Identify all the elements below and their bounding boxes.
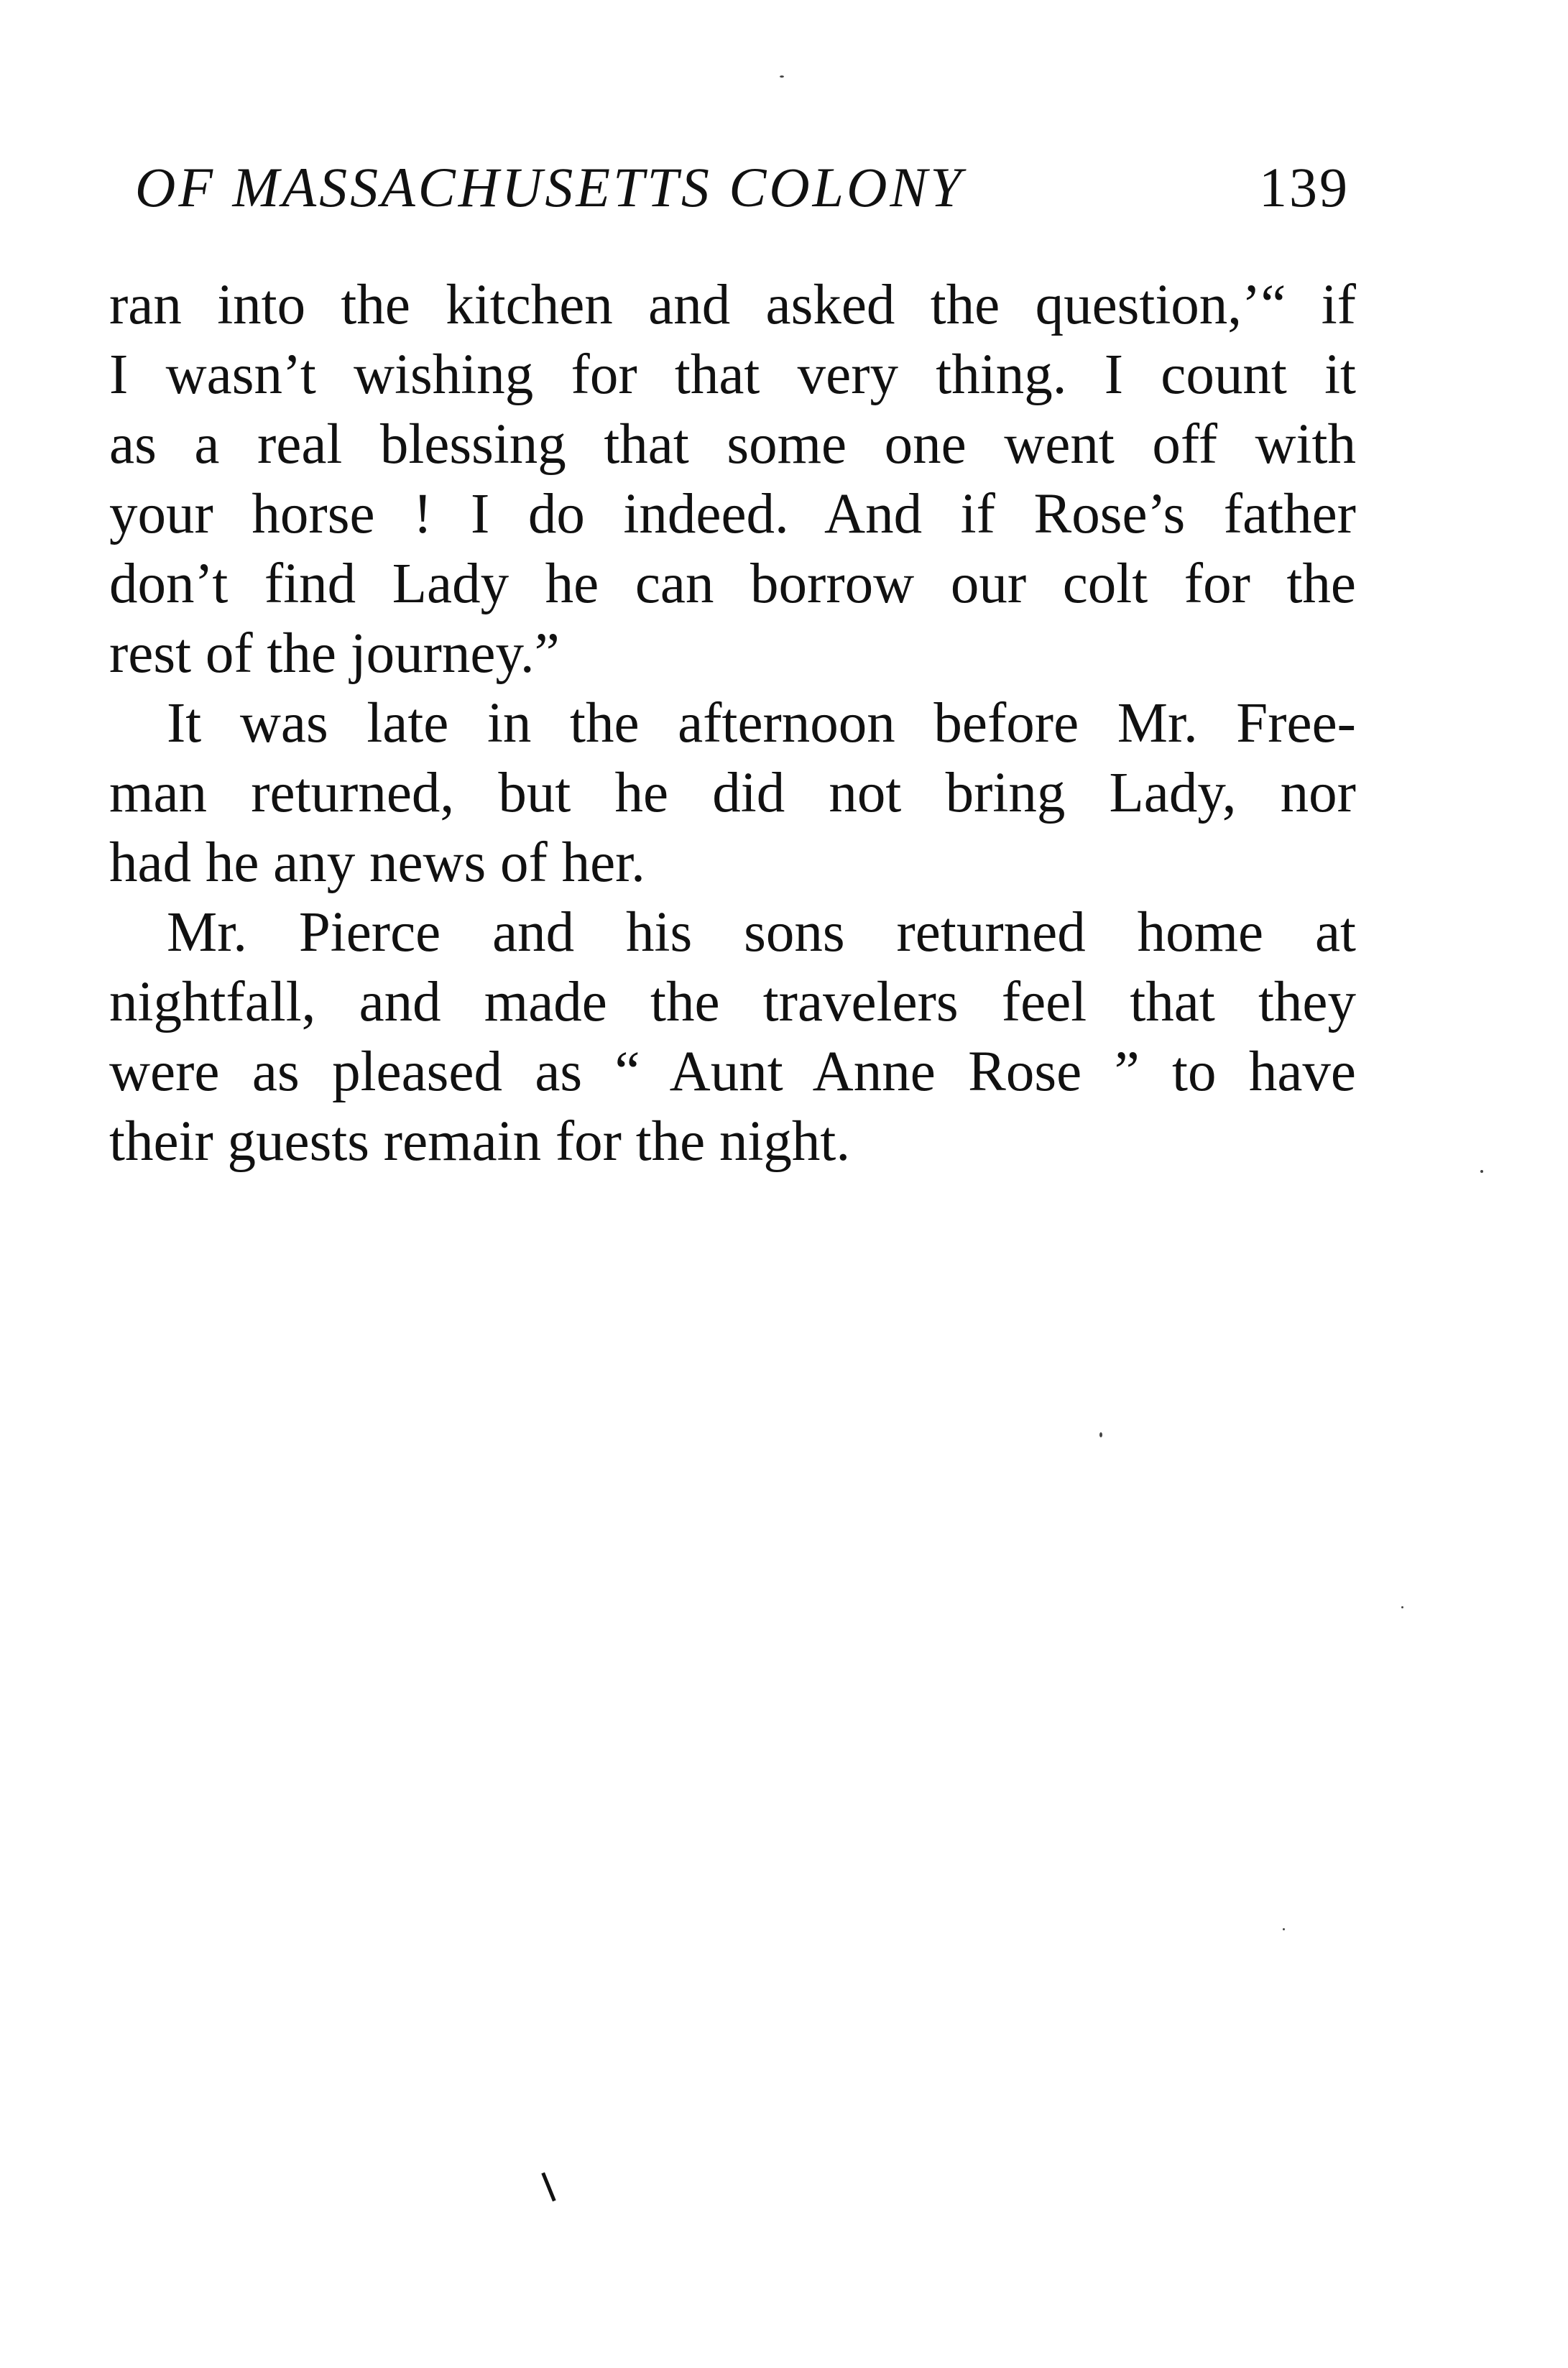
text-line: their guests remain for the night. <box>109 1110 851 1173</box>
scan-speck <box>780 75 784 78</box>
text-line: nightfall, and made the travelers feel that they <box>109 971 1356 1033</box>
text-line: as a real blessing that some one went off with <box>109 413 1356 476</box>
text-line: Mr. Pierce and his sons returned home at <box>167 901 1356 964</box>
scan-speck <box>1099 1432 1102 1437</box>
scan-speck <box>1283 1928 1285 1930</box>
text-line: your horse ! I do indeed. And if Rose’s father <box>109 483 1356 545</box>
scan-speck <box>1480 1170 1483 1173</box>
text-line: It was late in the afternoon before Mr. Free- <box>167 692 1356 755</box>
body-text <box>109 270 1356 1176</box>
text-line: ran into the kitchen and asked the question,’“ if <box>109 274 1356 336</box>
text-line: I wasn’t wishing for that very thing. I count it <box>109 344 1356 406</box>
running-head <box>135 148 1350 227</box>
running-title: OF MASSACHUSETTS COLONY <box>135 156 964 218</box>
scan-mark <box>541 2173 555 2202</box>
scan-speck <box>1401 1606 1403 1608</box>
page-number: 139 <box>1259 156 1350 218</box>
text-line: rest of the journey.” <box>109 622 560 685</box>
text-line: were as pleased as “ Aunt Anne Rose ” to have <box>109 1041 1356 1103</box>
text-line: man returned, but he did not bring Lady, nor <box>109 762 1356 824</box>
text-line: don’t find Lady he can borrow our colt for the <box>109 553 1356 615</box>
text-line: had he any news of her. <box>109 831 645 894</box>
